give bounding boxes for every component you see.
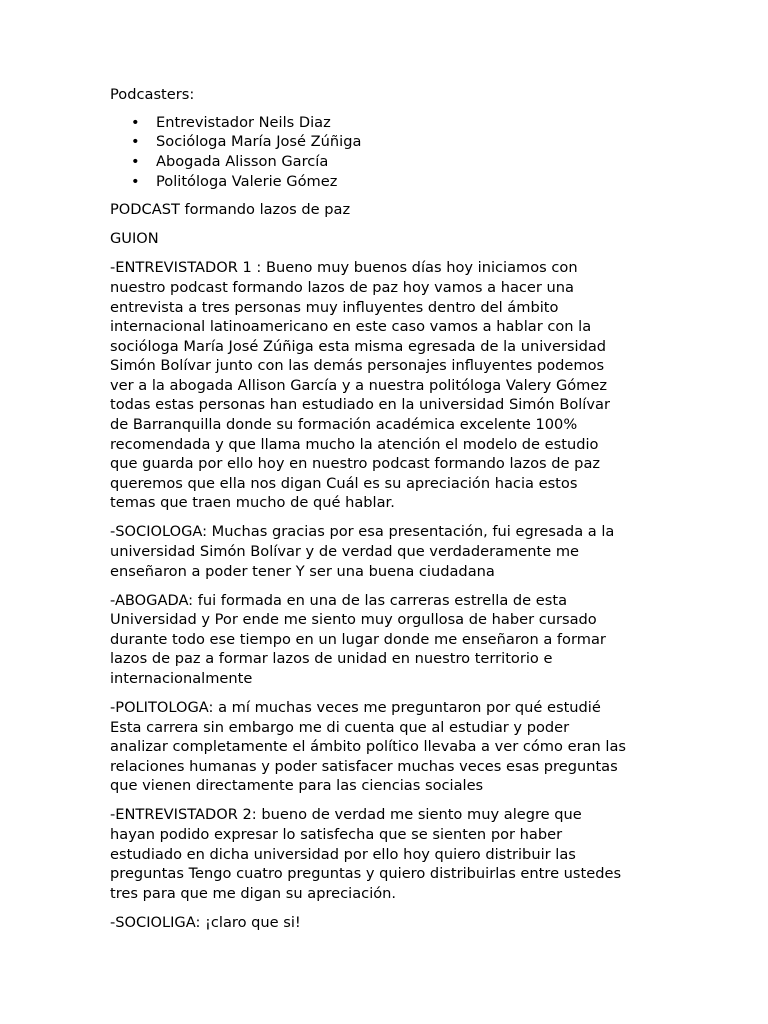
list-item bbox=[110, 152, 668, 172]
paragraph-line: de Barranquilla donde su formación académica excelente 100% bbox=[110, 416, 578, 434]
paragraph-line: socióloga María José Zúñiga esta misma egresada de la universidad bbox=[110, 337, 607, 355]
paragraph-line: estudiado en dicha universidad por ello hoy quiero distribuir las bbox=[110, 845, 576, 863]
paragraph-line: temas que traen mucho de qué hablar. bbox=[110, 494, 395, 512]
list-item bbox=[110, 113, 668, 133]
list-item bbox=[110, 172, 668, 192]
paragraph-line: ver a la abogada Allison García y a nuestra politóloga Valery Gómez bbox=[110, 376, 608, 394]
lawyer-paragraph bbox=[110, 591, 668, 689]
paragraph-line: que guarda por ello hoy en nuestro podcast formando lazos de paz bbox=[110, 455, 601, 473]
list-item bbox=[110, 132, 668, 152]
paragraph-line: analizar completamente el ámbito político llevaba a ver cómo eran las bbox=[110, 738, 627, 756]
script-label: GUION bbox=[110, 230, 159, 248]
bullet-icon: • bbox=[131, 152, 140, 170]
paragraph-line: lazos de paz a formar lazos de unidad en nuestro territorio e bbox=[110, 650, 553, 668]
paragraph-line: -ENTREVISTADOR 1 : Bueno muy buenos días hoy iniciamos con bbox=[110, 259, 578, 277]
paragraph-line: -ENTREVISTADOR 2: bueno de verdad me siento muy alegre que bbox=[110, 806, 582, 824]
paragraph-line: -ABOGADA: fui formada en una de las carreras estrella de esta bbox=[110, 591, 568, 609]
paragraph-line: nuestro podcast formando lazos de paz hoy vamos a hacer una bbox=[110, 278, 574, 296]
paragraph-line: durante todo ese tiempo en un lugar donde me enseñaron a formar bbox=[110, 630, 606, 648]
paragraph-line: queremos que ella nos digan Cuál es su apreciación hacia estos bbox=[110, 474, 578, 492]
paragraph-line: que vienen directamente para las ciencias sociales bbox=[110, 777, 484, 795]
sociologist-reply-paragraph bbox=[110, 913, 668, 933]
paragraph-line: Universidad y Por ende me siento muy orgullosa de haber cursado bbox=[110, 611, 597, 629]
interviewer-1-paragraph bbox=[110, 258, 668, 513]
paragraph-line: internacionalmente bbox=[110, 669, 253, 687]
podcasters-heading: Podcasters: bbox=[110, 86, 195, 103]
paragraph-line: internacional latinoamericano en este caso vamos a hablar con la bbox=[110, 318, 592, 336]
bullet-icon: • bbox=[131, 113, 140, 131]
paragraph-line: Simón Bolívar junto con las demás personajes influyentes podemos bbox=[110, 357, 605, 375]
script-body bbox=[110, 258, 668, 932]
podcaster-name: Entrevistador Neils Diaz bbox=[156, 113, 331, 131]
paragraph-line: -SOCIOLIGA: ¡claro que si! bbox=[110, 913, 301, 931]
paragraph-line: hayan podido expresar lo satisfecha que se sienten por haber bbox=[110, 825, 563, 843]
bullet-icon: • bbox=[131, 172, 140, 190]
paragraph-line: enseñaron a poder tener Y ser una buena ciudadana bbox=[110, 562, 495, 580]
podcasters-list bbox=[110, 113, 668, 192]
podcaster-name: Abogada Alisson García bbox=[156, 152, 329, 170]
paragraph-line: entrevista a tres personas muy influyentes dentro del ámbito bbox=[110, 298, 559, 316]
podcaster-name: Politóloga Valerie Gómez bbox=[156, 172, 338, 190]
political-scientist-paragraph bbox=[110, 698, 668, 796]
bullet-icon: • bbox=[131, 133, 140, 151]
paragraph-line: -POLITOLOGA: a mí muchas veces me preguntaron por qué estudié bbox=[110, 698, 601, 716]
podcaster-name: Socióloga María José Zúñiga bbox=[156, 133, 362, 151]
interviewer-2-paragraph bbox=[110, 805, 668, 903]
paragraph-line: recomendada y que llama mucho la atención el modelo de estudio bbox=[110, 435, 599, 453]
podcast-title: PODCAST formando lazos de paz bbox=[110, 201, 351, 219]
paragraph-line: universidad Simón Bolívar y de verdad que verdaderamente me bbox=[110, 543, 580, 561]
paragraph-line: todas estas personas han estudiado en la universidad Simón Bolívar bbox=[110, 396, 610, 414]
paragraph-line: tres para que me digan su apreciación. bbox=[110, 884, 397, 902]
paragraph-line: relaciones humanas y poder satisfacer muchas veces esas preguntas bbox=[110, 757, 618, 775]
paragraph-line: preguntas Tengo cuatro preguntas y quiero distribuirlas entre ustedes bbox=[110, 865, 622, 883]
sociologist-paragraph bbox=[110, 522, 668, 581]
paragraph-line: -SOCIOLOGA: Muchas gracias por esa presentación, fui egresada a la bbox=[110, 523, 615, 541]
paragraph-line: Esta carrera sin embargo me di cuenta que al estudiar y poder bbox=[110, 718, 570, 736]
